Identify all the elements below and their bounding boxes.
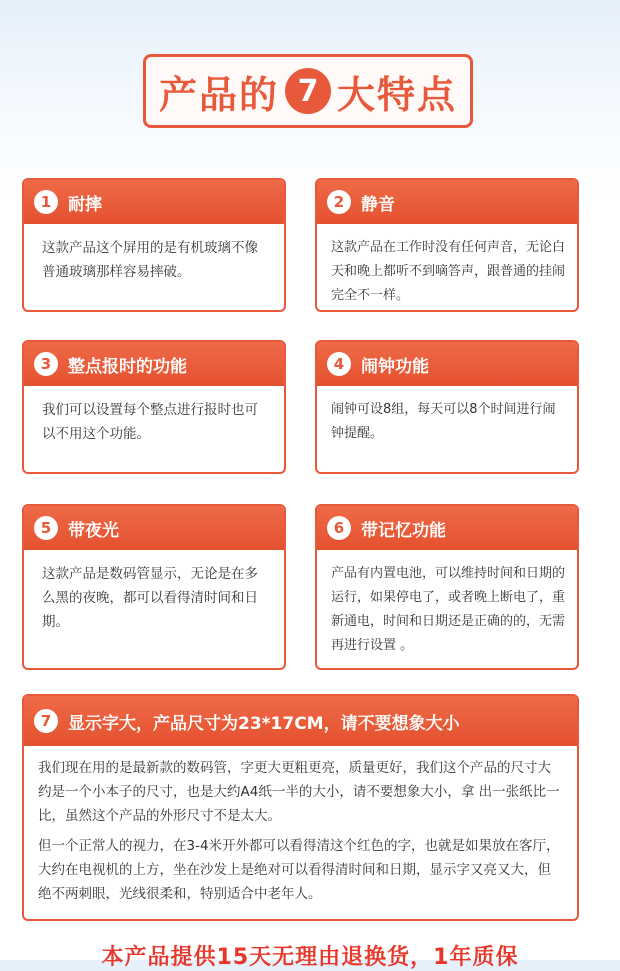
feature-card-header (24, 342, 284, 386)
feature-card-header (24, 696, 577, 746)
feature-card-header (317, 180, 577, 224)
feature-title: 静音 (361, 194, 395, 215)
feature-title: 带记忆功能 (361, 520, 446, 541)
feature-number-badge: 4 (327, 352, 351, 376)
feature-card-4 (315, 340, 579, 474)
feature-card-2 (315, 178, 579, 312)
feature-description: 产品有内置电池，可以维持时间和日期的运行，如果停电了，或者晚上断电了，重新通电，时间和日期还是正确的的，无需再进行设置 。 (331, 566, 566, 653)
feature-card-6 (315, 504, 579, 670)
feature-number-badge: 1 (34, 190, 58, 214)
feature-description (24, 746, 577, 906)
page-title (143, 54, 473, 128)
feature-card-header (317, 342, 577, 386)
feature-number-badge: 3 (34, 352, 58, 376)
feature-card-3 (22, 340, 286, 474)
feature-card-7 (22, 694, 579, 921)
feature-number-badge: 7 (34, 709, 58, 733)
guarantee-banner: 本产品提供15天无理由退换货，1年质保 (101, 945, 519, 970)
feature-number-badge: 2 (327, 190, 351, 214)
feature-title: 带夜光 (68, 520, 119, 541)
feature-number-badge: 6 (327, 516, 351, 540)
feature-title: 显示字大，产品尺寸为23*17CM，请不要想象大小 (68, 713, 460, 734)
feature-card-header (24, 506, 284, 550)
feature-paragraph-2: 但一个正常人的视力，在3-4米开外都可以看得清这个红色的字，也就是如果放在客厅，大约在电视机的上方，坐在沙发上是绝对可以看得清时间和日期，显示字又亮又大，但绝不两刺眼，光线很柔和，特别适合中老年人。 (38, 838, 560, 902)
feature-card-header (24, 180, 284, 224)
feature-description: 这款产品是数码管显示，无论是在多么黑的夜晚，都可以看得清时间和日期。 (42, 566, 258, 630)
feature-title: 整点报时的功能 (68, 356, 187, 377)
title-suffix: 大特点 (337, 72, 458, 117)
feature-paragraph-1: 我们现在用的是最新款的数码管，字更大更粗更亮，质量更好，我们这个产品的尺寸大约是一个小本子的尺寸，也是大约A4纸一半的大小，请不要想象大小，拿 出一张纸比一比，虽然这个产品的外形尺寸不是太大。 (38, 760, 560, 824)
feature-number-badge: 5 (34, 516, 58, 540)
feature-card-header (317, 506, 577, 550)
feature-title: 耐摔 (68, 194, 102, 215)
feature-description: 闹钟可设8组，每天可以8个时间进行闹钟提醒。 (331, 402, 556, 441)
feature-description: 我们可以设置每个整点进行报时也可以不用这个功能。 (42, 402, 258, 442)
feature-title: 闹钟功能 (361, 356, 429, 377)
feature-description: 这款产品在工作时没有任何声音，无论白天和晚上都听不到嘀答声，跟普通的挂闹完全不一样。 (331, 240, 566, 303)
feature-card-5 (22, 504, 286, 670)
title-number-badge: 7 (285, 68, 331, 114)
feature-description: 这款产品这个屏用的是有机玻璃不像普通玻璃那样容易摔破。 (42, 240, 258, 280)
feature-card-1 (22, 178, 286, 312)
title-prefix: 产品的 (158, 72, 279, 117)
